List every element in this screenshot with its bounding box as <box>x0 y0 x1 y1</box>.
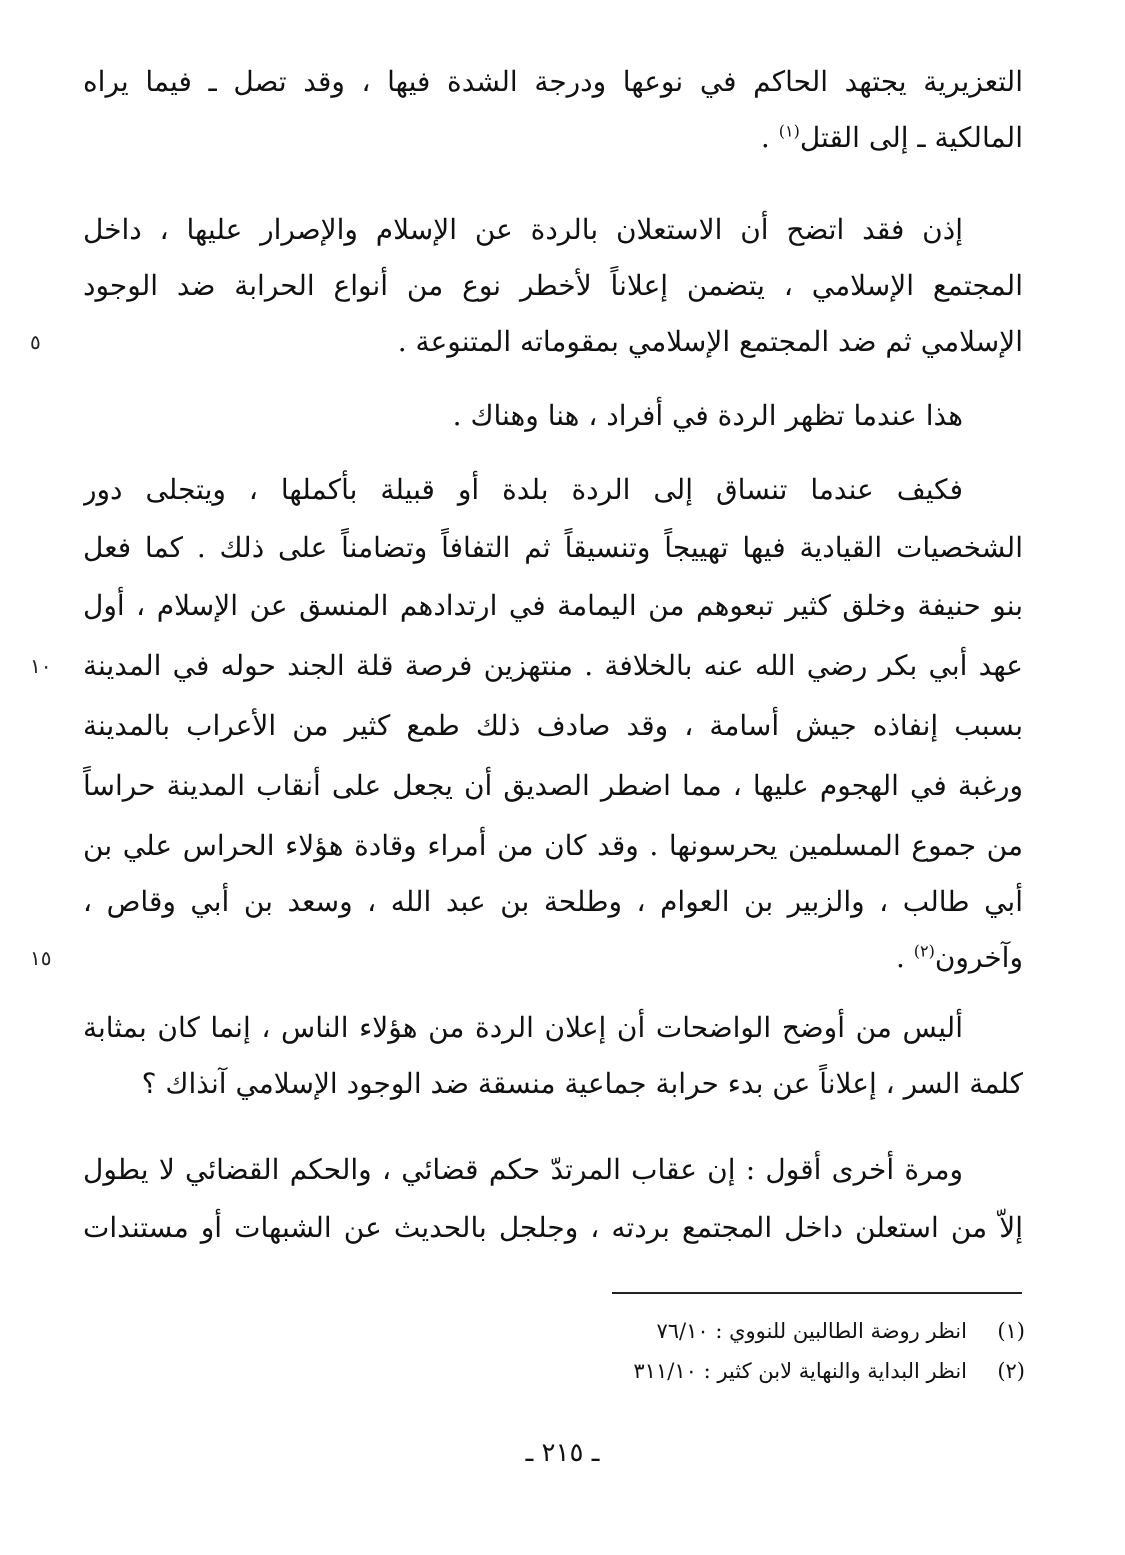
text-line <box>83 938 1023 978</box>
text-line: بسبب إنفاذه جيش أسامة ، وقد صادف ذلك طمع كثير من الأعراب بالمدينة <box>83 709 1023 742</box>
text-line: أبي طالب ، والزبير بن العوام ، وطلحة بن عبد الله ، وسعد بن أبي وقاص ، <box>83 885 1023 918</box>
footnote-number: (١) <box>997 1319 1025 1343</box>
margin-line-number: ١٥ <box>30 946 52 970</box>
text-line: الإسلامي ثم ضد المجتمع الإسلامي بمقوماته المتنوعة . <box>397 325 1023 358</box>
footnote-marker: (١) <box>778 121 800 141</box>
text-line: عهد أبي بكر رضي الله عنه بالخلافة . منتهزين فرصة قلة الجند حوله في المدينة <box>83 649 1023 682</box>
text-line: فكيف عندما تنساق إلى الردة بلدة أو قبيلة بأكملها ، ويتجلى دور <box>83 473 963 506</box>
footnote <box>656 1316 1025 1346</box>
margin-line-number: ٥ <box>30 330 41 354</box>
text-line: هذا عندما تظهر الردة في أفراد ، هنا وهناك . <box>452 399 963 432</box>
text-line: الشخصيات القيادية فيها تهييجاً وتنسيقاً ثم التفافاً وتضامناً على ذلك . كما فعل <box>83 531 1023 564</box>
text-line: إلاّ من استعلن داخل المجتمع بردته ، وجلجل بالحديث عن الشبهات أو مستندات <box>83 1211 1023 1244</box>
text-line-content: وآخرون <box>934 941 1023 974</box>
text-line: كلمة السر ، إعلاناً عن بدء حرابة جماعية منسقة ضد الوجود الإسلامي آنذاك ؟ <box>141 1067 1023 1100</box>
footnote-number: (٢) <box>997 1359 1025 1383</box>
text-line: التعزيرية يجتهد الحاكم في نوعها ودرجة الشدة فيها ، وقد تصل ـ فيما يراه <box>83 65 1023 98</box>
margin-line-number: ١٠ <box>30 654 52 678</box>
footnote <box>633 1356 1025 1386</box>
sentence-end: . <box>895 941 914 974</box>
sentence-end: . <box>760 121 779 154</box>
footnote-text: انظر روضة الطالبين للنووي : ٧٦/١٠ <box>656 1319 967 1343</box>
text-line: إذن فقد اتضح أن الاستعلان بالردة عن الإسلام والإصرار عليها ، داخل <box>83 213 963 246</box>
text-line: ومرة أخرى أقول : إن عقاب المرتدّ حكم قضائي ، والحكم القضائي لا يطول <box>83 1153 963 1186</box>
text-line: أليس من أوضح الواضحات أن إعلان الردة من هؤلاء الناس ، إنما كان بمثابة <box>83 1011 963 1044</box>
text-line-content: المالكية ـ إلى القتل <box>799 121 1023 154</box>
footnote-separator <box>612 1292 1022 1294</box>
text-line <box>83 118 1023 158</box>
text-line: ورغبة في الهجوم عليها ، مما اضطر الصديق أن يجعل على أنقاب المدينة حراساً <box>83 769 1023 802</box>
text-line: المجتمع الإسلامي ، يتضمن إعلاناً لأخطر نوع من أنواع الحرابة ضد الوجود <box>83 269 1023 302</box>
text-line: من جموع المسلمين يحرسونها . وقد كان من أمراء وقادة هؤلاء الحراس علي بن <box>83 829 1023 862</box>
footnote-text: انظر البداية والنهاية لابن كثير : ٣١١/١٠ <box>633 1359 967 1383</box>
footnote-marker: (٢) <box>913 941 935 961</box>
text-line: بنو حنيفة وخلق كثير تبعوهم من اليمامة في ارتدادهم المنسق عن الإسلام ، أول <box>83 589 1023 622</box>
page-number: ـ ٢١٥ ـ <box>525 1438 600 1468</box>
